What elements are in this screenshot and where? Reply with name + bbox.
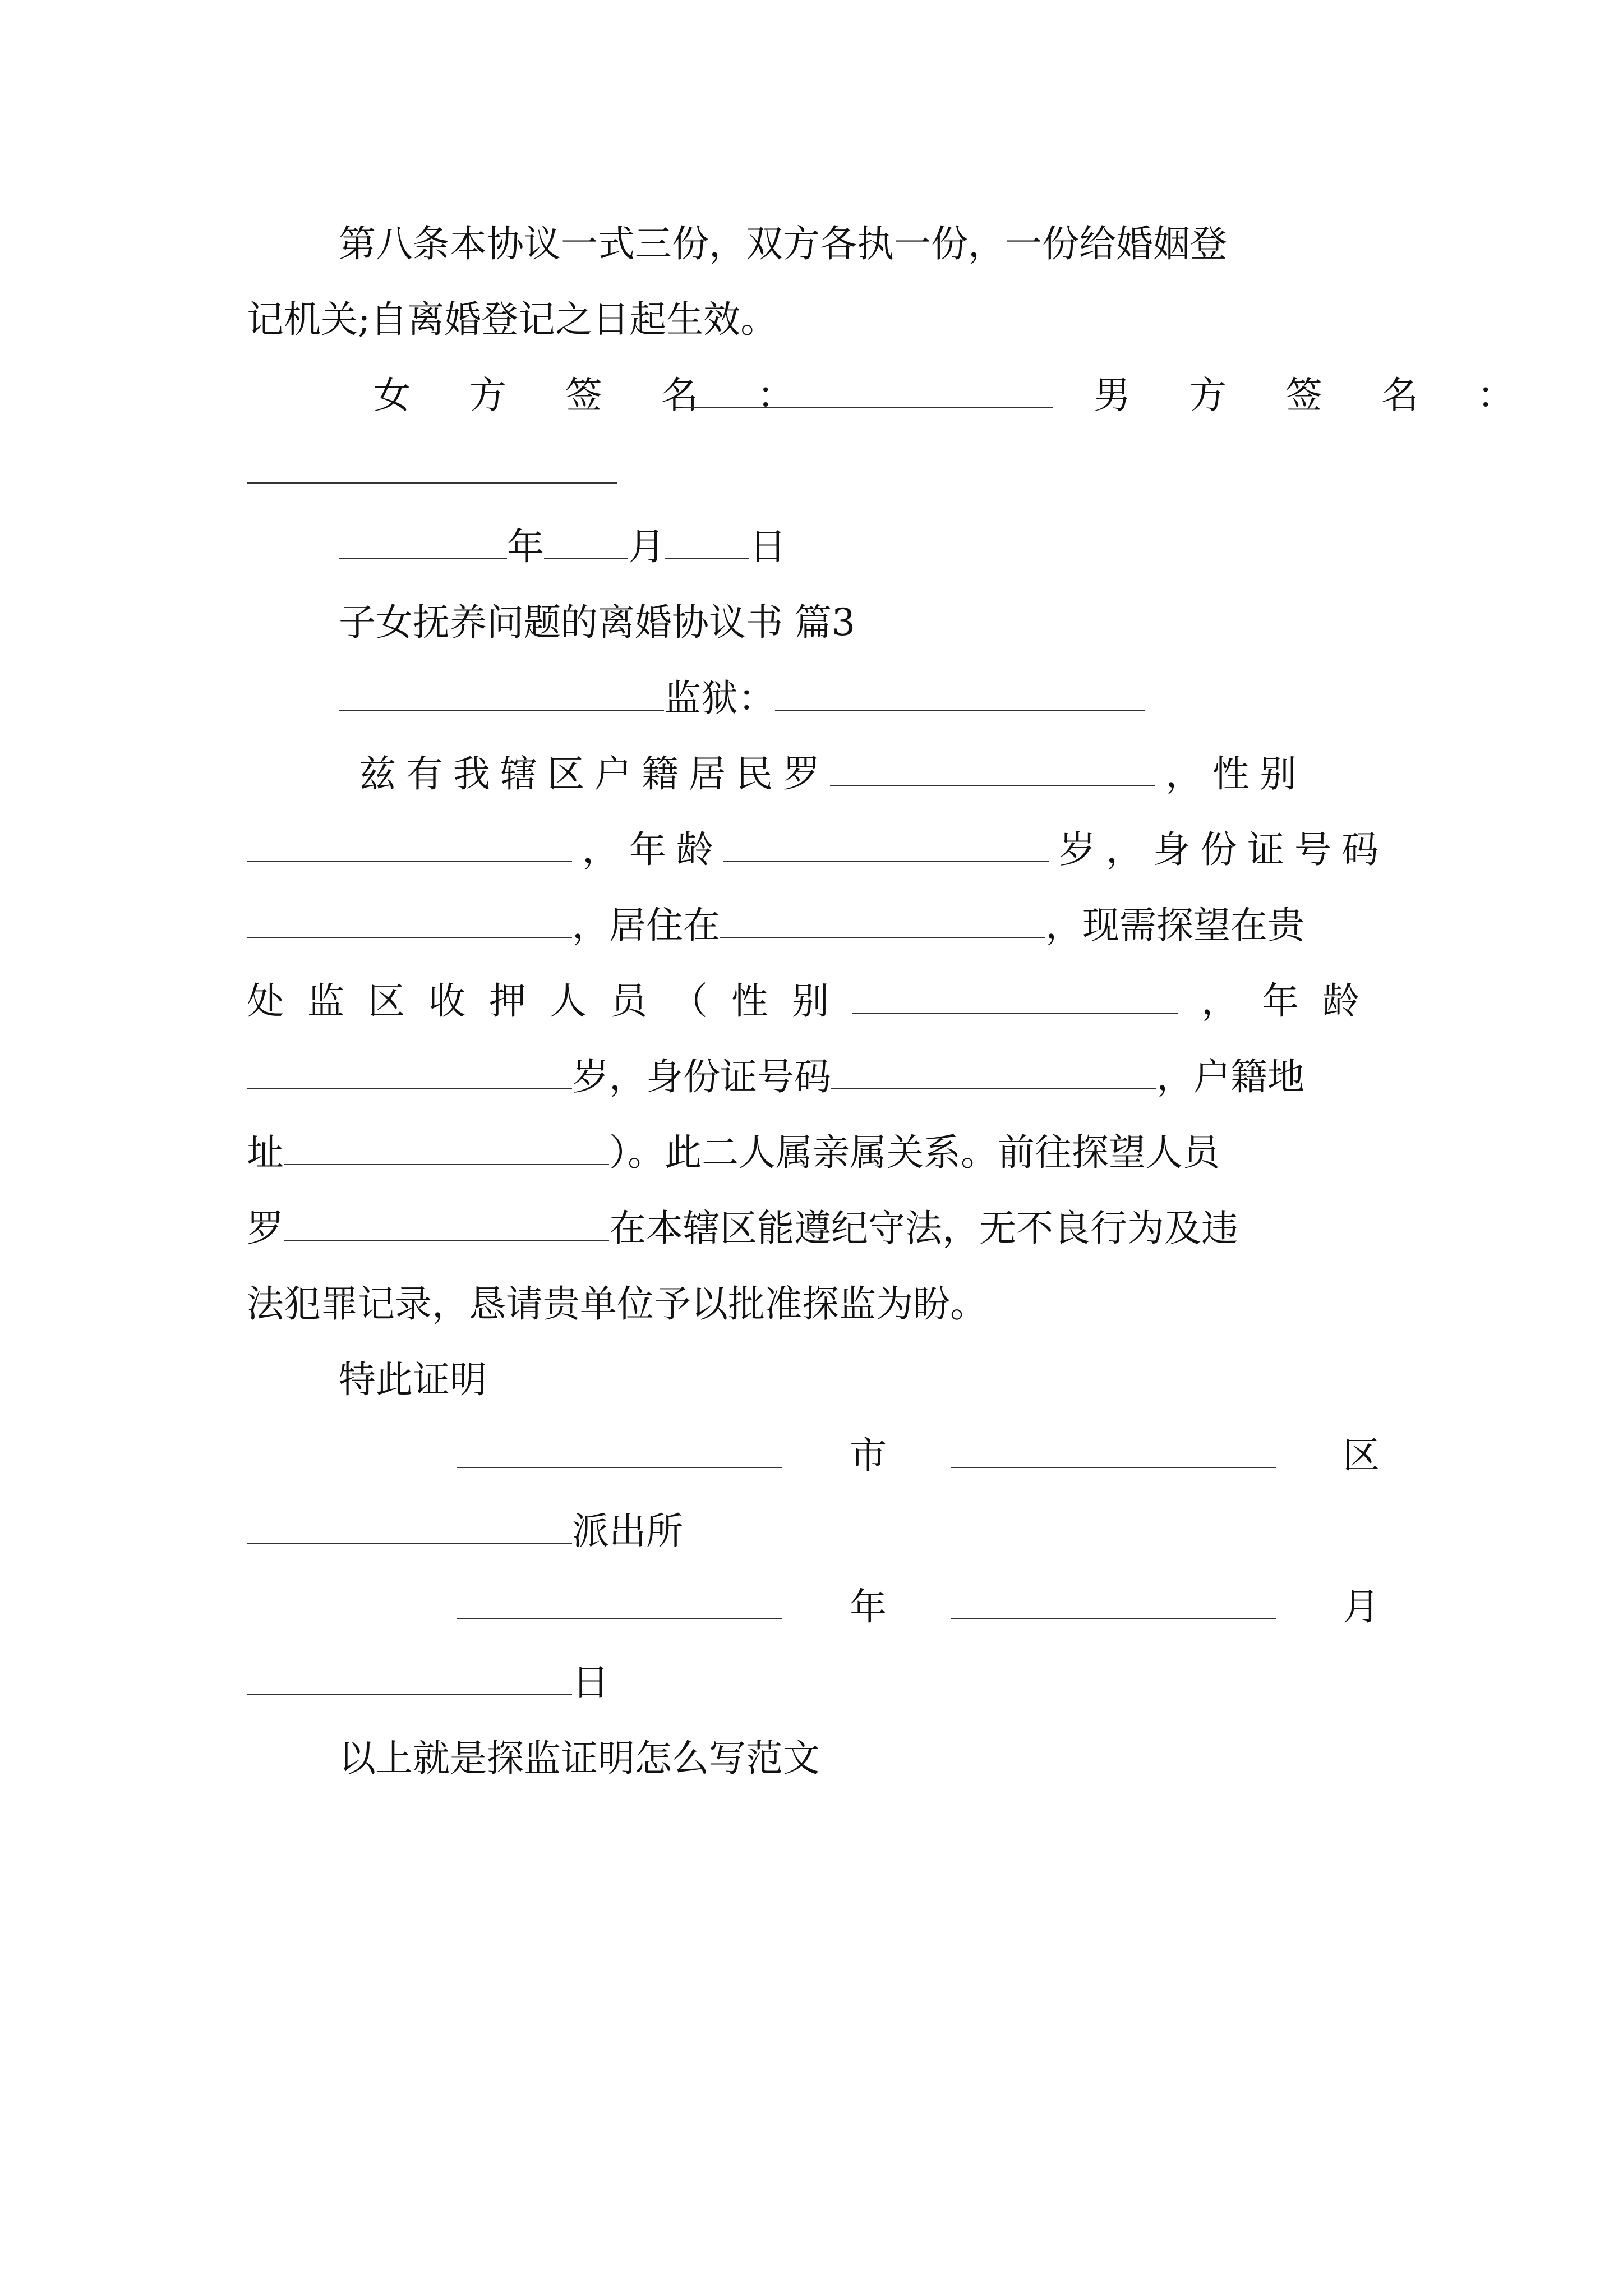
prison-addressee-blank[interactable] (775, 676, 1145, 711)
prison-label: 监狱： (664, 677, 775, 720)
id-number-blank[interactable] (247, 903, 572, 938)
city-label: 市 (850, 1434, 887, 1477)
visitor-name-blank[interactable] (284, 1206, 609, 1241)
male-signature-blank[interactable] (247, 443, 617, 499)
month-label: 月 (628, 525, 665, 568)
month2-blank[interactable] (951, 1585, 1276, 1619)
day-blank[interactable] (665, 524, 749, 559)
body-seg10: ，户籍地 (1156, 1055, 1304, 1098)
day2-line (247, 1655, 609, 1711)
body-seg4: 岁，身份证号码 (1059, 828, 1389, 871)
inmate-address-blank[interactable] (284, 1130, 609, 1165)
body-seg3: ，年龄 (582, 828, 723, 871)
station-blank[interactable] (247, 1509, 572, 1544)
body-line-4 (247, 973, 1383, 1029)
gender-blank[interactable] (247, 827, 572, 862)
district-label: 区 (1343, 1434, 1380, 1477)
body-seg7: 处监区收押人员（性别 (247, 979, 852, 1023)
body-line-2 (247, 822, 1389, 878)
year2-label: 年 (850, 1585, 887, 1628)
year-blank[interactable] (339, 524, 507, 559)
day2-label: 日 (572, 1661, 609, 1704)
prison-line (339, 670, 1145, 726)
month2-label: 月 (1343, 1585, 1380, 1628)
district-blank[interactable] (951, 1433, 1276, 1468)
body-line-6 (247, 1125, 1220, 1181)
body-seg8: ，年龄 (1201, 979, 1383, 1023)
body-seg9: 岁，身份证号码 (572, 1055, 831, 1098)
body-line-8: 法犯罪记录，恳请贵单位予以批准探监为盼。 (247, 1282, 987, 1326)
station-line (247, 1503, 683, 1559)
body-seg2: ，性别 (1165, 752, 1307, 795)
age-blank[interactable] (723, 827, 1049, 862)
day2-blank[interactable] (247, 1660, 572, 1695)
month-blank[interactable] (544, 524, 628, 559)
body-seg11: 址 (247, 1131, 284, 1174)
body-seg6: ，现需探望在贵 (1045, 904, 1304, 947)
date-line-1 (339, 519, 786, 575)
city-blank[interactable] (457, 1433, 782, 1468)
female-signature-blank[interactable] (683, 367, 1053, 424)
body-line-5 (247, 1049, 1304, 1105)
closing-text: 以上就是探监证明怎么写范文 (339, 1737, 820, 1780)
residence-blank[interactable] (720, 903, 1045, 938)
body-seg1: 兹有我辖区户籍居民罗 (359, 752, 830, 795)
day-label: 日 (749, 525, 786, 568)
body-seg5: ，居住在 (572, 904, 720, 947)
body-line-7 (247, 1200, 1238, 1257)
year-label: 年 (507, 525, 544, 568)
prison-name-blank[interactable] (339, 676, 664, 711)
month2-blank-wrap (951, 1579, 1276, 1635)
section-heading: 子女抚养问题的离婚协议书 篇3 (339, 601, 855, 644)
year2-blank-wrap (457, 1579, 782, 1635)
article8-line2: 记机关;自离婚登记之日起生效。 (247, 298, 778, 341)
year2-blank[interactable] (457, 1585, 782, 1619)
station-label: 派出所 (572, 1510, 683, 1553)
body-seg14: 在本辖区能遵纪守法，无不良行为及违 (609, 1207, 1238, 1250)
resident-name-blank[interactable] (830, 752, 1155, 786)
article8-line1: 第八条本协议一式三份，双方各执一份，一份给婚姻登 (339, 222, 1227, 265)
inmate-age-blank[interactable] (247, 1055, 572, 1089)
inmate-id-blank[interactable] (831, 1055, 1156, 1089)
body-seg13: 罗 (247, 1207, 284, 1250)
inmate-gender-blank[interactable] (852, 979, 1178, 1014)
male-signature-label: 男 方 签 名 ： (1094, 374, 1538, 417)
body-seg12: ）。此二人属亲属关系。前往探望人员 (609, 1131, 1220, 1174)
district-blank-wrap (951, 1428, 1276, 1484)
certify-text: 特此证明 (339, 1358, 487, 1401)
body-line-3 (247, 898, 1304, 954)
body-line-1 (359, 746, 1307, 802)
female-signature-label: 女 方 签 名 ： (374, 374, 818, 417)
city-blank-wrap (457, 1428, 782, 1484)
